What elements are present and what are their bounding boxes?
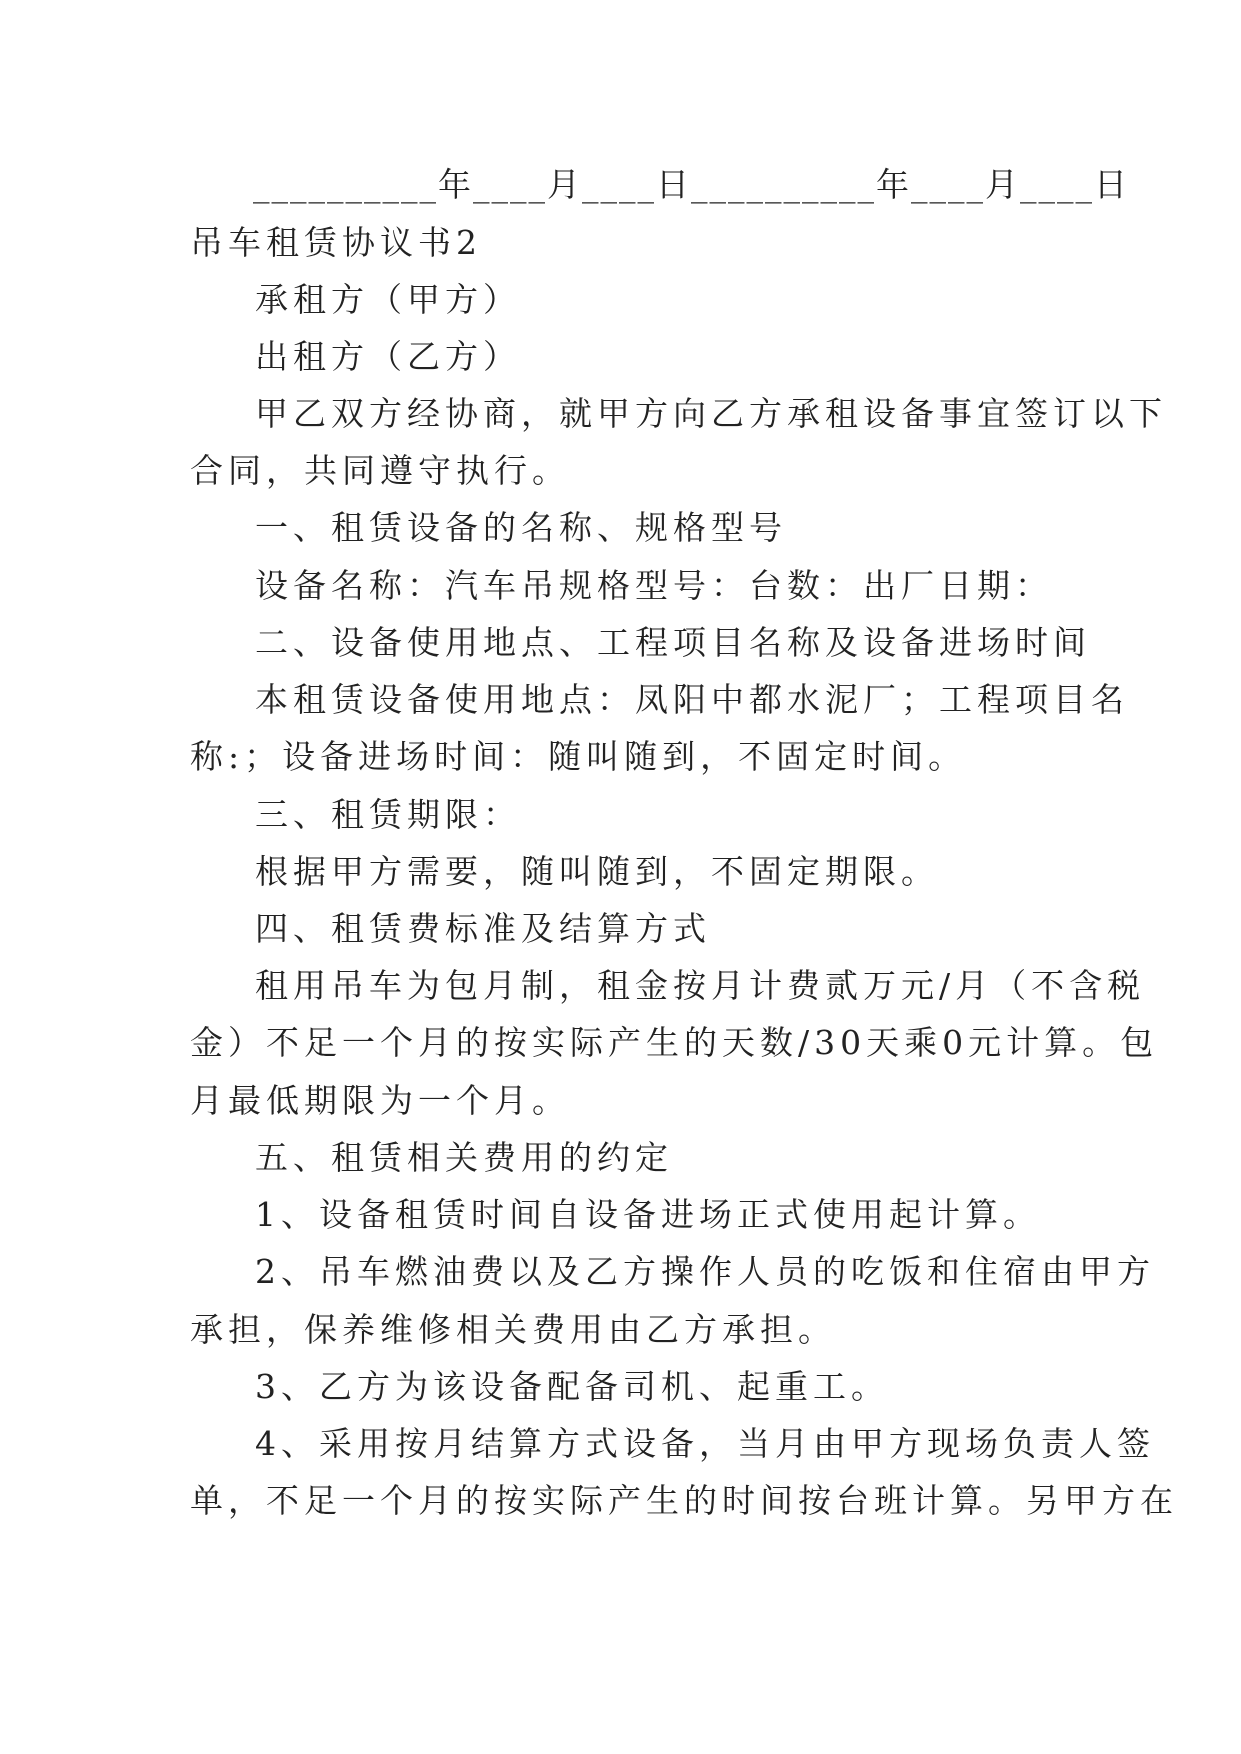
lessor-label: 出租方（乙方） [255, 337, 521, 376]
section-3-body: 根据甲方需要，随叫随到，不固定期限。 [255, 852, 939, 891]
section-2-body-line-2: 称:；设备进场时间：随叫随到，不固定时间。 [190, 737, 967, 776]
item-4-line-2: 单，不足一个月的按实际产生的时间按台班计算。另甲方在 [190, 1481, 1178, 1520]
item-2-line-1: 2、吊车燃油费以及乙方操作人员的吃饭和住宿由甲方 [255, 1252, 1155, 1291]
item-2-line-2: 承担，保养维修相关费用由乙方承担。 [190, 1310, 836, 1349]
section-2-heading: 二、设备使用地点、工程项目名称及设备进场时间 [255, 623, 1091, 662]
section-4-body-line-1: 租用吊车为包月制，租金按月计费贰万元/月（不含税 [255, 966, 1146, 1005]
item-1: 1、设备租赁时间自设备进场正式使用起计算。 [255, 1195, 1041, 1234]
section-2-body-line-1: 本租赁设备使用地点：凤阳中都水泥厂；工程项目名 [255, 680, 1129, 719]
lessee-label: 承租方（甲方） [255, 280, 521, 319]
section-1-heading: 一、租赁设备的名称、规格型号 [255, 508, 787, 547]
item-3: 3、乙方为该设备配备司机、起重工。 [255, 1367, 889, 1406]
section-3-heading: 三、租赁期限： [255, 795, 521, 834]
item-4-line-1: 4、采用按月结算方式设备，当月由甲方现场负责人签 [255, 1424, 1155, 1463]
section-5-heading: 五、租赁相关费用的约定 [255, 1138, 673, 1177]
document-title: 吊车租赁协议书2 [190, 223, 482, 262]
date-line: __________年____月____日__________年____月____日 [253, 165, 1129, 204]
section-4-body-line-2: 金）不足一个月的按实际产生的天数/30天乘0元计算。包 [190, 1023, 1159, 1062]
section-4-body-line-3: 月最低期限为一个月。 [190, 1081, 570, 1120]
intro-paragraph-line-2: 合同，共同遵守执行。 [190, 451, 570, 490]
section-4-heading: 四、租赁费标准及结算方式 [255, 909, 711, 948]
intro-paragraph-line-1: 甲乙双方经协商，就甲方向乙方承租设备事宜签订以下 [255, 394, 1167, 433]
section-1-body: 设备名称：汽车吊规格型号：台数：出厂日期： [255, 566, 1053, 605]
